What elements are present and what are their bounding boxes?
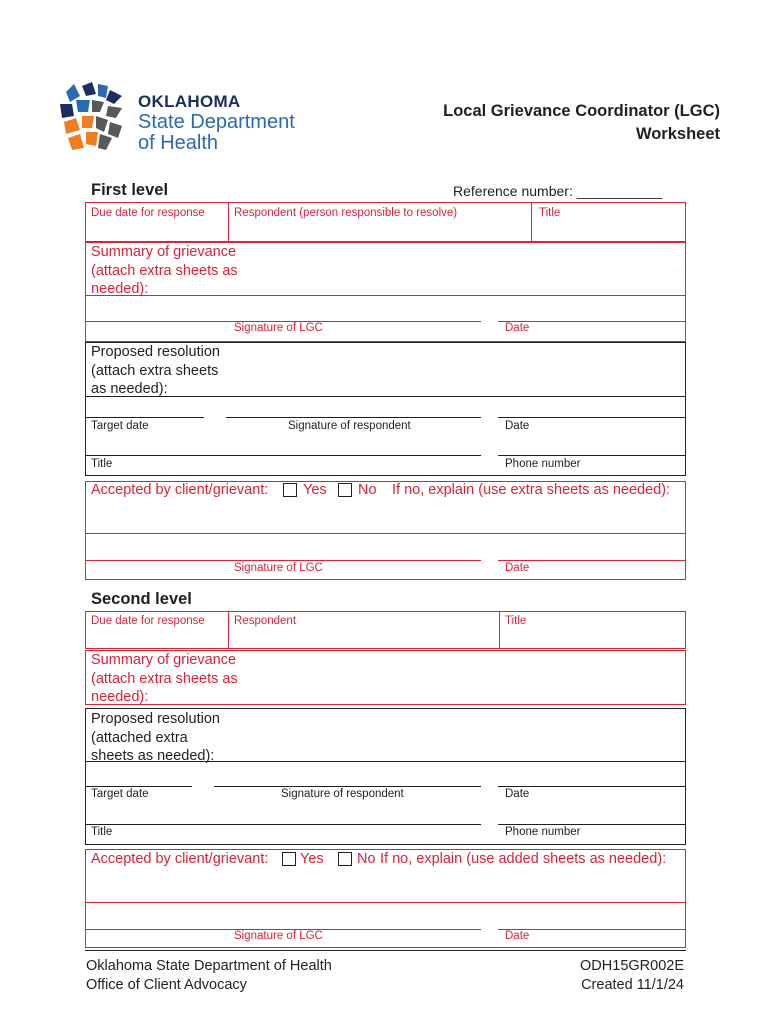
- level1-respondent-date-field[interactable]: Date: [505, 420, 530, 432]
- level1-no-label: No: [358, 482, 377, 498]
- level2-title-field[interactable]: Title: [505, 615, 527, 627]
- level2-yes-label: Yes: [300, 851, 324, 867]
- level2-respondent-date-field[interactable]: Date: [505, 788, 530, 800]
- footer-form-code: ODH15GR002E: [580, 958, 684, 974]
- footer-created-date: Created 11/1/24: [581, 977, 684, 993]
- level1-target-date-field[interactable]: Target date: [91, 420, 149, 432]
- level1-respondent-field[interactable]: Respondent (person responsible to resolve): [234, 207, 458, 219]
- reference-number-field[interactable]: Reference number: ___________: [453, 183, 663, 199]
- logo-text-oklahoma: OKLAHOMA: [138, 92, 241, 111]
- osdh-logo: [60, 82, 310, 154]
- level1-signature-lgc2-field[interactable]: Signature of LGC: [234, 562, 323, 574]
- level2-due-date-field[interactable]: Due date for response: [91, 615, 205, 627]
- level1-accepted-label: Accepted by client/grievant:: [91, 482, 269, 498]
- level2-target-date-field[interactable]: Target date: [91, 788, 149, 800]
- level2-lgc-date-field[interactable]: Date: [505, 930, 530, 942]
- second-level-heading: Second level: [91, 590, 192, 608]
- level2-signature-lgc-field[interactable]: Signature of LGC: [234, 930, 323, 942]
- level2-yes-checkbox[interactable]: [282, 852, 296, 866]
- level2-phone-number-field[interactable]: Phone number: [505, 826, 581, 838]
- level1-yes-checkbox[interactable]: [283, 483, 297, 497]
- level1-signature-respondent-field[interactable]: Signature of respondent: [288, 420, 411, 432]
- footer-org-line1: Oklahoma State Department of Health: [86, 958, 332, 974]
- level1-signature-lgc-field[interactable]: Signature of LGC: [234, 322, 323, 334]
- level2-respondent-title-field[interactable]: Title: [91, 826, 113, 838]
- level1-respondent-title-field[interactable]: Title: [91, 458, 113, 470]
- level2-respondent-field[interactable]: Respondent: [234, 615, 297, 627]
- document-title-line1: Local Grievance Coordinator (LGC): [443, 102, 720, 120]
- level1-summary-label: Summary of grievance (attach extra sheets as needed):: [91, 244, 238, 297]
- logo-star-icon: [60, 82, 132, 154]
- level1-lgc-date-field[interactable]: Date: [505, 322, 530, 334]
- level2-proposed-label: Proposed resolution (attached extra sheets as needed):: [91, 711, 220, 764]
- level1-phone-number-field[interactable]: Phone number: [505, 458, 581, 470]
- logo-text-of-health: of Health: [138, 132, 219, 154]
- level1-lgc2-date-field[interactable]: Date: [505, 562, 530, 574]
- footer-org: [86, 957, 332, 995]
- level1-title-field[interactable]: Title: [539, 207, 561, 219]
- document-title: [443, 100, 720, 146]
- document-title-line2: Worksheet: [635, 125, 720, 143]
- level1-explain-label: If no, explain (use extra sheets as needed):: [392, 482, 671, 498]
- footer-form-info: [580, 957, 684, 995]
- level2-explain-label: If no, explain (use added sheets as needed):: [380, 851, 667, 867]
- level2-no-label: No: [357, 851, 376, 867]
- level1-no-checkbox[interactable]: [338, 483, 352, 497]
- level1-due-date-field[interactable]: Due date for response: [91, 207, 205, 219]
- level2-accepted-label: Accepted by client/grievant:: [91, 851, 269, 867]
- footer-org-line2: Office of Client Advocacy: [86, 977, 247, 993]
- first-level-heading: First level: [91, 181, 169, 199]
- level2-summary-label: Summary of grievance (attach extra sheets as needed):: [91, 652, 238, 705]
- level2-signature-respondent-field[interactable]: Signature of respondent: [281, 788, 404, 800]
- level2-no-checkbox[interactable]: [338, 852, 352, 866]
- logo-text-state-department: State Department: [138, 111, 295, 133]
- level1-yes-label: Yes: [303, 482, 327, 498]
- footer-divider: [85, 950, 686, 951]
- level1-proposed-label: Proposed resolution (attach extra sheets as needed):: [91, 344, 220, 397]
